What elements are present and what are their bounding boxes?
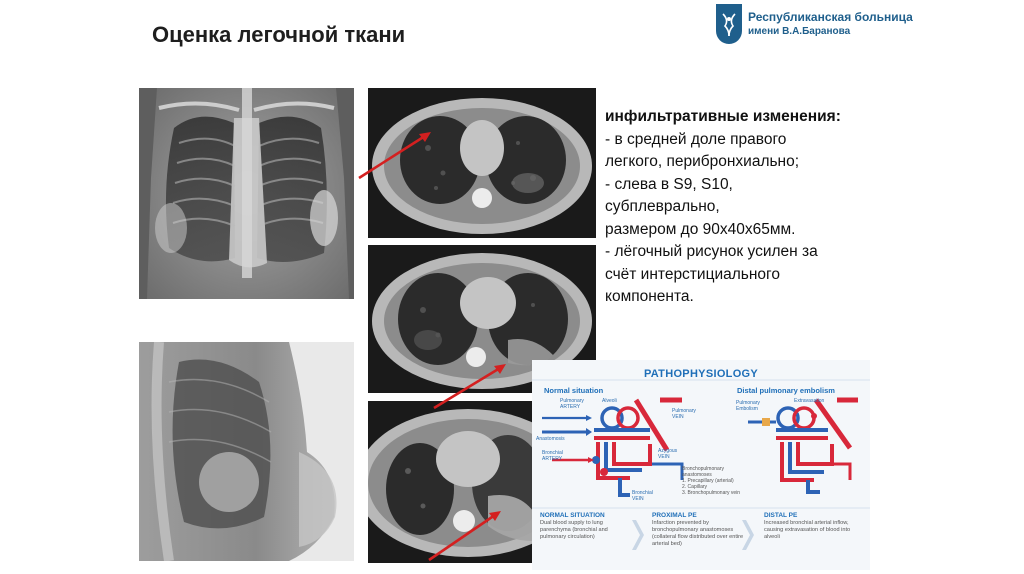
label-bronchial-artery: Bronchial ARTERY [542, 450, 563, 462]
label-alveoli: Alveoli [602, 398, 617, 404]
pulmonary-embolism-diagram [748, 400, 858, 492]
arrow-ct-middle [430, 358, 510, 413]
pathophysiology-diagram [532, 360, 870, 570]
findings-line: размером до 90х40х65мм. [605, 220, 796, 238]
hospital-logo [716, 4, 916, 46]
findings-line: субплеврально, [605, 198, 720, 215]
findings-text [605, 106, 885, 309]
caption-normal-text: Dual blood supply to lung parenchyma (bronchial and pulmonary circulation) [540, 520, 608, 540]
patho-title: PATHOPHYSIOLOGY [643, 368, 759, 380]
caption-proximal-title: PROXIMAL PE [652, 512, 697, 519]
findings-line: легкого, перибронхиально; [605, 153, 800, 170]
chest-xray-lateral [139, 342, 354, 561]
label-extravasation: Extravasation [794, 398, 825, 404]
label-pulmonary-vein: Pulmonary VEIN [672, 408, 696, 420]
caption-normal-title: NORMAL SITUATION [540, 512, 605, 519]
chest-xray-frontal [139, 88, 354, 299]
label-bronchopulmonary: Bronchopulmonary anastomoses 1. Precapillary (arterial) 2. Capillary 3. Bronchopulmonary vein [682, 466, 741, 496]
logo-line-2: имени В.А.Баранова [748, 26, 851, 37]
caption-proximal-text: Infarction prevented by bronchopulmonary anastomoses (collateral flow distributed over entire arterial bed) [652, 520, 744, 547]
findings-line: компонента. [605, 288, 694, 305]
label-bronchial-vein: Bronchial VEIN [632, 490, 653, 502]
normal-situation-title: Normal situation [544, 386, 604, 395]
logo-line-1: Республиканская больница [748, 10, 913, 24]
label-pe-pulmonary-embolism: Pulmonary Embolism [736, 400, 760, 412]
arrow-ct-lower [425, 505, 505, 565]
distal-pe-title: Distal pulmonary embolism [737, 386, 835, 395]
findings-line: счёт интерстициального [605, 265, 780, 283]
label-azygous: Azygous VEIN [658, 448, 678, 460]
findings-line: - слева в S9, S10, [605, 175, 733, 193]
findings-line: - в средней доле правого [605, 130, 787, 148]
bowl-of-hygieia-icon [716, 4, 742, 44]
caption-distal-title: DISTAL PE [764, 512, 798, 519]
label-anastomosis: Anastomosis [536, 436, 565, 442]
slide-title: Оценка легочной ткани [152, 22, 406, 47]
findings-heading: инфильтративные изменения: [605, 108, 841, 125]
caption-distal-text: Increased bronchial arterial inflow, causing extravasation of blood into alveoli [764, 520, 851, 540]
arrow-ct-upper [355, 128, 435, 183]
label-pulmonary-artery: Pulmonary ARTERY [560, 398, 584, 410]
findings-line: - лёгочный рисунок усилен за [605, 243, 818, 260]
